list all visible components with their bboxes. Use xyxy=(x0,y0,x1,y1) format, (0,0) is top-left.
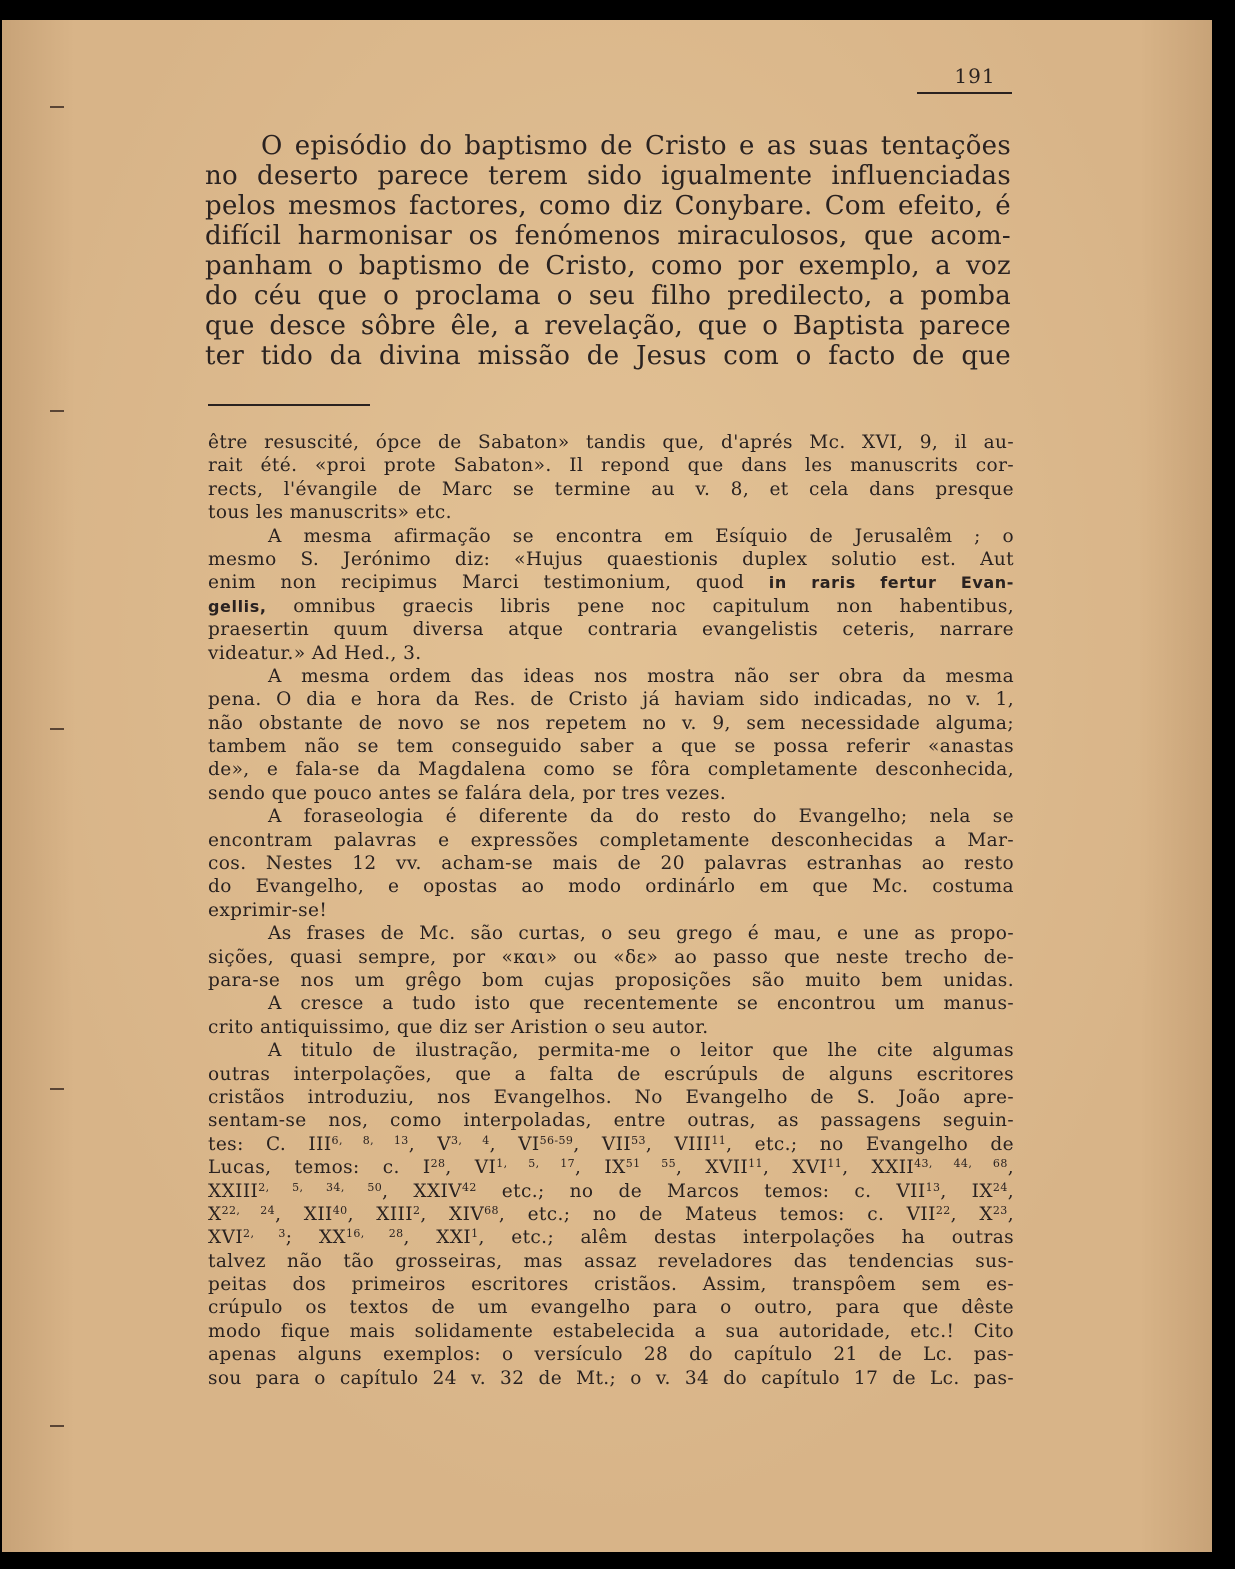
footnote-line xyxy=(208,1180,1014,1203)
footnote-line: praesertin quum diversa atque contraria evangelistis ceteris, narrare xyxy=(208,619,1014,641)
footnote-line xyxy=(208,1133,1014,1156)
ref-text: , xyxy=(1007,1203,1014,1225)
footnote-line: sendo que pouco antes se falára dela, por tres vezes. xyxy=(208,782,727,804)
footnote-text: sições, quasi sempre, por xyxy=(208,946,486,968)
greek-word: «και» xyxy=(501,946,558,968)
margin-mark xyxy=(50,410,64,412)
verse-sup: 2 xyxy=(412,1203,421,1217)
verse-sup: 2, 5, 34, 50 xyxy=(258,1180,383,1194)
footnote-line: de», e fala-se da Magdalena como se fôra completamente desconhecida, xyxy=(208,759,1014,781)
ref-text: , XXI xyxy=(403,1227,472,1249)
footnote-line: peitas dos primeiros escritores cristãos. Assim, transpôem sem es- xyxy=(208,1274,1014,1296)
footnote-line: As frases de Mc. são curtas, o seu grego é mau, e une as propo- xyxy=(268,923,1014,945)
text-line: O episódio do baptismo de Cristo e as suas tentações xyxy=(261,131,1011,161)
footnote-line xyxy=(208,946,1014,969)
footnote-line: rects, l'évangile de Marc se termine au v. 8, et cela dans presque xyxy=(208,478,1014,500)
verse-sup: 40 xyxy=(332,1203,348,1217)
footnote-line: sou para o capítulo 24 v. 32 de Mt.; o v. 34 do capítulo 17 de Lc. pas- xyxy=(208,1367,1014,1389)
footnote-text: enim non recipimus Marci testimonium, quod xyxy=(208,572,745,594)
verse-sup: 22 xyxy=(935,1203,951,1217)
ref-text: XXIII xyxy=(208,1180,259,1202)
main-paragraph xyxy=(205,131,1011,371)
text-line: do céu que o proclama o seu filho predilecto, a pomba xyxy=(205,281,1011,311)
footnote-text: omnibus graecis libris pene noc capitulum non habentibus, xyxy=(293,595,1015,617)
footnote-line: apenas alguns exemplos: o versículo 28 do capítulo 21 de Lc. pas- xyxy=(208,1344,1014,1366)
text-line: ter tido da divina missão de Jesus com o facto de que xyxy=(205,341,1011,371)
ref-text: X xyxy=(208,1203,222,1225)
footnote-line: tambem não se tem conseguido saber a que se possa referir «anastas xyxy=(208,736,1014,758)
footnote-line: encontram palavras e expressões completamente desconhecidas a Mar- xyxy=(208,829,1014,851)
verse-sup: 11 xyxy=(711,1133,727,1147)
footnote-line xyxy=(208,1226,1014,1249)
text-line: difícil harmonisar os fenómenos miraculosos, que acom- xyxy=(205,221,1011,251)
footnote-line: crúpulo os textos de um evangelho para o outro, para que dêste xyxy=(208,1297,1014,1319)
ref-text: , XXIV xyxy=(382,1180,462,1202)
footnote-line xyxy=(208,595,1014,618)
margin-mark xyxy=(50,1088,64,1090)
footnote-line xyxy=(208,1156,1014,1179)
ref-text: , etc.; alêm destas interpolações ha outras xyxy=(478,1227,1015,1249)
footnote-line: exprimir-se! xyxy=(208,899,328,921)
verse-sup: 16, 28 xyxy=(346,1227,404,1241)
footnote-line: sentam-se nos, como interpoladas, entre outras, as passagens seguin- xyxy=(208,1110,1014,1132)
greek-word: «δε» xyxy=(613,946,659,968)
verse-sup: 2, 3 xyxy=(243,1227,286,1241)
footnote-line: para-se nos um grêgo bom cujas proposições são muito bem unidas. xyxy=(208,969,1014,991)
footnote-line xyxy=(208,1203,1014,1226)
ref-text: , etc.; no de Mateus temos: c. VII xyxy=(498,1203,936,1225)
footnote-line: talvez não tão grosseiras, mas assaz reveladores das tendencias sus- xyxy=(208,1250,1014,1272)
ref-text: XVI xyxy=(208,1227,244,1249)
margin-mark xyxy=(50,728,64,730)
emphasis-text: gellis, xyxy=(208,596,267,616)
verse-sup: 3, 4 xyxy=(451,1133,490,1147)
footnotes xyxy=(208,431,1014,1390)
ref-text: , IX xyxy=(940,1180,993,1202)
footnote-line: videatur.» Ad Hed., 3. xyxy=(208,642,422,664)
verse-sup: 51 55 xyxy=(625,1157,677,1171)
ref-text: tes: C. III xyxy=(208,1133,332,1155)
verse-sup: 13 xyxy=(925,1180,941,1194)
verse-sup: 28 xyxy=(430,1157,446,1171)
footnote-line: crito antiquissimo, que diz ser Aristion o seu autor. xyxy=(208,1016,709,1038)
ref-text: , XII xyxy=(275,1203,333,1225)
footnote-line: não obstante de novo se nos repetem no v. 9, sem necessidade alguma; xyxy=(208,712,1014,734)
emphasis-text: in raris fertur Evan- xyxy=(768,573,1015,593)
footnote-line: A foraseologia é diferente da do resto do Evangelho; nela se xyxy=(268,806,1014,828)
footnote-text: ou xyxy=(573,946,598,968)
footnote-line: rait été. «proi prote Sabaton». Il repond que dans les manuscrits cor- xyxy=(208,455,1014,477)
margin-mark xyxy=(50,106,64,108)
margin-mark xyxy=(50,1425,64,1427)
verse-sup: 43, 44, 68 xyxy=(914,1157,1008,1171)
ref-text: , VI xyxy=(445,1157,497,1179)
ref-text: , xyxy=(1007,1180,1015,1202)
ref-text: , VII xyxy=(573,1133,632,1155)
text-line: no deserto parece terem sido igualmente influenciadas xyxy=(205,161,1011,191)
footnote-line: outras interpolações, que a falta de escrúpuls de alguns escritores xyxy=(208,1063,1014,1085)
footnote-text: ao passo que neste trecho de- xyxy=(674,946,1015,968)
ref-text: Lucas, temos: c. I xyxy=(208,1157,431,1179)
footnote-line xyxy=(208,571,1014,594)
verse-sup: 11 xyxy=(827,1157,843,1171)
footnote-line: A titulo de ilustração, permita-me o leitor que lhe cite algumas xyxy=(268,1040,1014,1062)
book-page xyxy=(2,20,1212,1552)
footnote-line: A mesma afirmação se encontra em Esíquio de Jerusalêm ; o xyxy=(268,525,1014,547)
verse-sup: 11 xyxy=(748,1157,763,1171)
ref-text: ; XX xyxy=(285,1227,346,1249)
footnote-line: A mesma ordem das ideas nos mostra não ser obra da mesma xyxy=(268,665,1014,687)
ref-text: , XVII xyxy=(676,1157,749,1179)
ref-text: , VI xyxy=(489,1133,540,1155)
verse-sup: 6, 8, 13 xyxy=(331,1133,409,1147)
footnote-line: modo fique mais solidamente estabelecida a sua autoridade, etc.! Cito xyxy=(208,1320,1014,1342)
verse-sup: 23 xyxy=(992,1203,1008,1217)
verse-sup: 22, 24 xyxy=(221,1203,276,1217)
text-line: panham o baptismo de Cristo, como por exemplo, a voz xyxy=(205,251,1011,281)
ref-text: , IX xyxy=(575,1157,626,1179)
page-number: 191 xyxy=(954,64,996,88)
verse-sup: 1 xyxy=(471,1227,479,1241)
ref-text: etc.; no de Marcos temos: c. VII xyxy=(476,1180,926,1202)
page-number-rule xyxy=(917,92,1012,94)
footnote-line: cristãos introduziu, nos Evangelhos. No Evangelho de S. João apre- xyxy=(208,1086,1014,1108)
footnote-line: cos. Nestes 12 vv. acham-se mais de 20 palavras estranhas ao resto xyxy=(208,853,1014,875)
ref-text: , VIII xyxy=(645,1133,712,1155)
footnote-separator xyxy=(208,404,370,406)
ref-text: , XVI xyxy=(762,1157,828,1179)
verse-sup: 56-59 xyxy=(539,1133,574,1147)
ref-text: , XXII xyxy=(842,1157,915,1179)
ref-text: , XIII xyxy=(347,1203,413,1225)
footnote-line: tous les manuscrits» etc. xyxy=(208,502,452,524)
footnote-line: A cresce a tudo isto que recentemente se encontrou um manus- xyxy=(268,993,1014,1015)
footnote-line: mesmo S. Jerónimo diz: «Hujus quaestionis duplex solutio est. Aut xyxy=(208,548,1014,570)
ref-text: , X xyxy=(950,1203,993,1225)
ref-text: , V xyxy=(408,1133,452,1155)
ref-text: , xyxy=(1007,1157,1015,1179)
verse-sup: 53 xyxy=(631,1133,646,1147)
ref-text: , XIV xyxy=(420,1203,485,1225)
verse-sup: 1, 5, 17 xyxy=(496,1157,576,1171)
verse-sup: 42 xyxy=(462,1180,477,1194)
verse-sup: 24 xyxy=(992,1180,1008,1194)
verse-sup: 68 xyxy=(484,1203,499,1217)
ref-text: , etc.; no Evangelho de xyxy=(726,1133,1015,1155)
text-line: pelos mesmos factores, como diz Conybare. Com efeito, é xyxy=(205,191,1011,221)
footnote-line: être resuscité, ópce de Sabaton» tandis que, d'aprés Mc. XVI, 9, il au- xyxy=(208,432,1014,453)
footnote-line: do Evangelho, e opostas ao modo ordinárlo em que Mc. costuma xyxy=(208,876,1014,898)
text-line: que desce sôbre êle, a revelação, que o Baptista parece xyxy=(205,311,1011,341)
footnote-line: pena. O dia e hora da Res. de Cristo já haviam sido indicadas, no v. 1, xyxy=(208,689,1014,711)
